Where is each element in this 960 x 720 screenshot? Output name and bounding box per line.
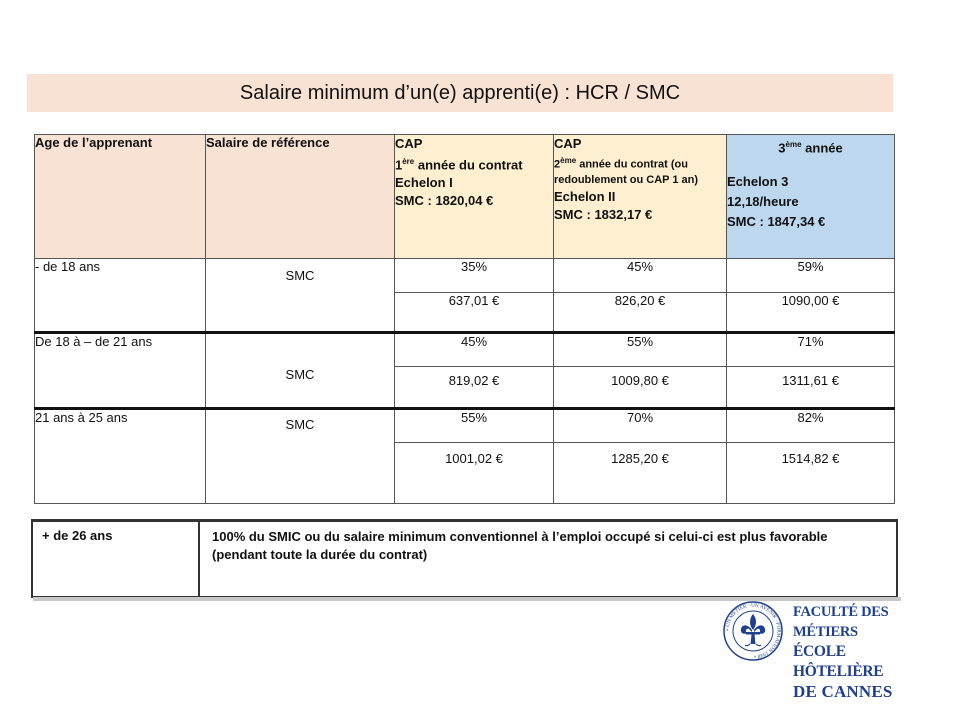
row-amount: 1009,80 € [554, 367, 727, 409]
school-logo [722, 600, 902, 701]
fleur-de-lis-icon [741, 614, 765, 646]
row-pct: 55% [554, 333, 727, 367]
header-age: Age de l’apprenant [35, 135, 206, 259]
cap2-echelon: Echelon II [554, 188, 616, 204]
header-cap-year-1 [395, 135, 554, 259]
note-table [31, 519, 898, 598]
note-row [32, 521, 897, 597]
logo-line-1: FACULTÉ DES MÉTIERS [793, 604, 889, 640]
row-amount: 1090,00 € [727, 293, 895, 333]
row-age: De 18 à – de 21 ans [35, 333, 206, 409]
cap2-year: 2ème année du contrat (ou redoublement ou CAP 1 an) [554, 156, 699, 186]
row-age: 21 ans à 25 ans [35, 409, 206, 504]
row-amount: 819,02 € [395, 367, 554, 409]
logo-seal [722, 600, 786, 662]
header-cap-year-2 [554, 135, 727, 259]
table-header-row [35, 135, 895, 259]
cap2-smc: SMC : 1832,17 € [554, 206, 653, 222]
row-amount: 1514,82 € [727, 443, 895, 504]
row-pct: 70% [554, 409, 727, 443]
salary-table [34, 134, 895, 504]
cap1-smc: SMC : 1820,04 € [395, 193, 494, 209]
row-reference: SMC [206, 333, 395, 409]
table-row [35, 333, 895, 367]
third-smc: SMC : 1847,34 € [727, 214, 826, 230]
row-pct: 82% [727, 409, 895, 443]
seal-text: « UN MÉTIER · UN AVENIR · FORMATION 1948 » [724, 602, 782, 660]
row-pct: 71% [727, 333, 895, 367]
cap1-year: 1ère année du contrat [395, 157, 523, 173]
third-echelon: Echelon 3 [727, 174, 789, 190]
row-pct: 45% [395, 333, 554, 367]
logo-text [793, 602, 902, 702]
row-pct: 55% [395, 409, 554, 443]
header-reference: Salaire de référence [206, 135, 395, 259]
row-pct: 45% [554, 259, 727, 293]
header-third-year [727, 135, 895, 259]
row-pct: 35% [395, 259, 554, 293]
third-rate: 12,18/heure [727, 194, 799, 210]
note-text: 100% du SMIC ou du salaire minimum conventionnel à l’emploi occupé si celui-ci est plus favorable (pendant toute la durée du contrat) [199, 521, 897, 597]
cap1-echelon: Echelon I [395, 175, 453, 191]
logo-line-3: DE CANNES [793, 682, 893, 701]
row-amount: 1311,61 € [727, 367, 895, 409]
logo-line-2: ÉCOLE HÔTELIÈRE [793, 643, 884, 680]
row-amount: 1001,02 € [395, 443, 554, 504]
row-reference: SMC [206, 409, 395, 504]
cap2-title: CAP [554, 136, 582, 151]
row-amount: 1285,20 € [554, 443, 727, 504]
row-amount: 637,01 € [395, 293, 554, 333]
table-row [35, 259, 895, 293]
cap1-title: CAP [395, 136, 423, 151]
row-reference: SMC [206, 259, 395, 333]
table-row [35, 409, 895, 443]
row-pct: 59% [727, 259, 895, 293]
row-amount: 826,20 € [554, 293, 727, 333]
note-age: + de 26 ans [32, 521, 199, 597]
third-title: 3ème année [778, 140, 843, 156]
page-title: Salaire minimum d’un(e) apprenti(e) : HCR / SMC [27, 74, 893, 112]
row-age: - de 18 ans [35, 259, 206, 333]
